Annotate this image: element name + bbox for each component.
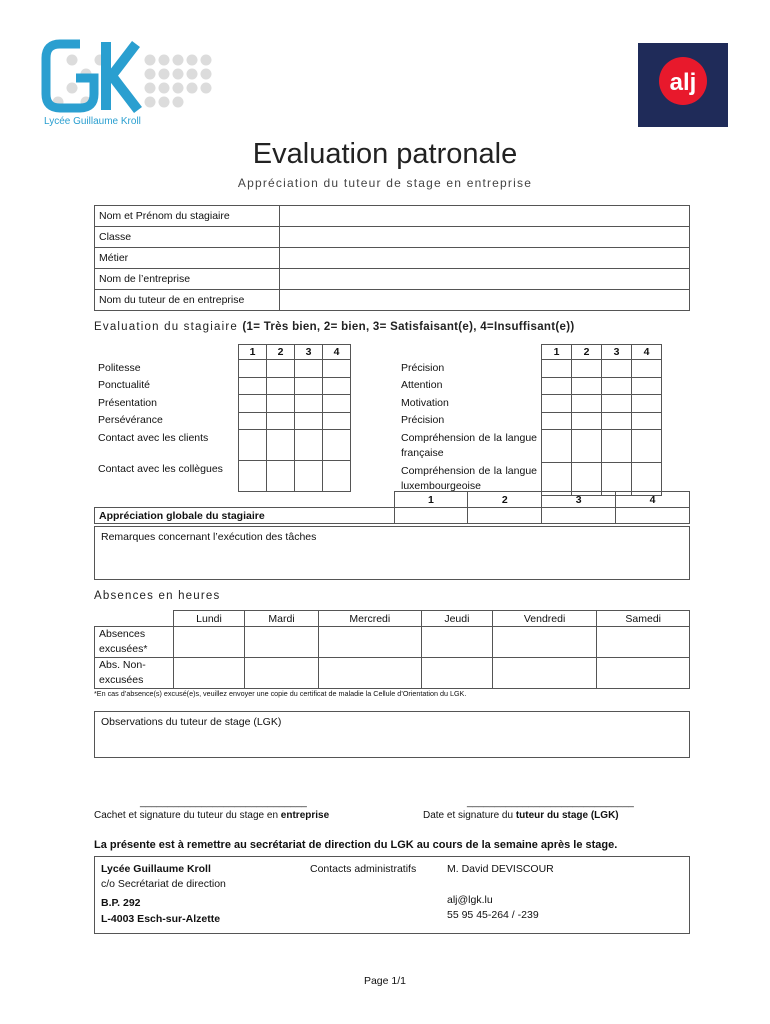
signature-caption-left-bold: entreprise <box>280 810 330 821</box>
contact-phone: 55 95 45-264 / -239 <box>447 909 539 921</box>
absence-cell[interactable] <box>173 658 245 689</box>
grade-cell[interactable] <box>542 395 572 413</box>
lgk-caption: Lycée Guillaume Kroll <box>44 116 141 127</box>
grade-cell[interactable] <box>239 430 267 461</box>
grade-cell[interactable] <box>295 360 323 378</box>
grade-cell[interactable] <box>323 395 351 413</box>
grade-cell[interactable] <box>602 412 632 430</box>
grade-header: 3 <box>542 492 616 508</box>
trainee-info-table <box>94 205 690 311</box>
grade-cell[interactable] <box>572 395 602 413</box>
info-row <box>95 290 690 311</box>
absence-cell[interactable] <box>245 627 318 658</box>
criterion-label: Précision <box>401 361 445 374</box>
criterion-label: Compréhension de la langue française <box>401 431 537 459</box>
grade-cell[interactable] <box>542 360 572 378</box>
grade-cell[interactable] <box>602 430 632 463</box>
criterion-label: Ponctualité <box>98 379 150 391</box>
grade-cell[interactable] <box>602 377 632 395</box>
signature-caption-right-text: Date et signature du <box>423 810 516 821</box>
grade-cell[interactable] <box>632 395 662 413</box>
criterion-label: Précision <box>401 414 445 426</box>
day-header: Mercredi <box>318 611 421 627</box>
grade-header: 2 <box>468 492 542 508</box>
grade-header: 2 <box>572 345 602 360</box>
signature-caption-left <box>94 810 329 821</box>
grade-cell[interactable] <box>239 395 267 413</box>
grade-header: 4 <box>616 492 690 508</box>
grade-cell[interactable] <box>572 430 602 463</box>
criterion-label: Contact avec les clients <box>98 431 209 444</box>
criterion-label: Motivation <box>401 396 449 409</box>
page-subtitle: Appréciation du tuteur de stage en entreprise <box>237 176 533 190</box>
lgk-logo-letters: LGK <box>45 35 50 37</box>
signature-caption-left-text: Cachet et signature du tuteur du stage en <box>94 810 281 821</box>
signature-line-right: ______________________________ <box>467 797 634 808</box>
city: L-4003 Esch-sur-Alzette <box>101 913 221 925</box>
submission-notice: La présente est à remettre au secrétariat de direction du LGK au cours de la semaine après le stage. <box>94 839 618 851</box>
grade-header: 1 <box>542 345 572 360</box>
grade-cell[interactable] <box>542 377 572 395</box>
absence-row-label: Absences excusées* <box>95 627 174 658</box>
alj-logo-text: alj <box>669 69 697 96</box>
grade-cell[interactable] <box>572 360 602 378</box>
absences-heading: Absences en heures <box>94 590 221 602</box>
grade-cell[interactable] <box>239 412 267 430</box>
grade-cell[interactable] <box>632 377 662 395</box>
grade-cell[interactable] <box>323 360 351 378</box>
page-title: Evaluation patronale <box>252 138 518 170</box>
grade-cell[interactable] <box>542 412 572 430</box>
grade-cell[interactable] <box>295 430 323 461</box>
po-box: B.P. 292 <box>101 897 141 909</box>
alj-logo-mark <box>638 43 728 127</box>
grade-cell[interactable] <box>616 508 690 524</box>
grade-cell[interactable] <box>239 461 267 492</box>
grade-cell[interactable] <box>267 461 295 492</box>
grade-cell[interactable] <box>267 395 295 413</box>
criterion-label: Attention <box>401 379 443 391</box>
absence-cell[interactable] <box>597 658 690 689</box>
info-value-field[interactable] <box>280 290 690 311</box>
criterion-label: Compréhension de la langue luxembourgeoise <box>401 464 537 492</box>
absence-cell[interactable] <box>245 658 318 689</box>
info-label: Nom de l’entreprise <box>95 269 280 290</box>
info-label: Nom et Prénom du stagiaire <box>95 206 280 227</box>
absence-cell[interactable] <box>422 627 493 658</box>
absence-cell[interactable] <box>597 627 690 658</box>
grade-cell[interactable] <box>267 412 295 430</box>
observations-box[interactable] <box>94 711 690 758</box>
signature-caption-right-bold: tuteur du stage (LGK) <box>515 810 619 821</box>
signature-line-left: ______________________________ <box>140 797 307 808</box>
info-row <box>95 269 690 290</box>
info-row <box>95 248 690 269</box>
info-value-field[interactable] <box>280 269 690 290</box>
absence-cell[interactable] <box>492 658 597 689</box>
observations-label: Observations du tuteur de stage (LGK) <box>101 716 282 728</box>
evaluation-heading <box>94 321 574 333</box>
grade-cell[interactable] <box>632 412 662 430</box>
grade-cell[interactable] <box>323 412 351 430</box>
grade-cell[interactable] <box>542 508 616 524</box>
grade-cell[interactable] <box>542 430 572 463</box>
grade-header: 4 <box>632 345 662 360</box>
grade-cell[interactable] <box>468 508 542 524</box>
grade-cell[interactable] <box>239 377 267 395</box>
info-label: Métier <box>95 248 280 269</box>
day-header: Samedi <box>597 611 690 627</box>
grade-cell[interactable] <box>602 395 632 413</box>
grade-cell[interactable] <box>295 461 323 492</box>
remarks-box[interactable] <box>94 526 690 580</box>
evaluation-grid-left <box>94 344 351 492</box>
info-row <box>95 206 690 227</box>
evaluation-grid-right <box>397 344 662 496</box>
absences-table <box>94 610 690 689</box>
day-header: Lundi <box>173 611 245 627</box>
criterion-label: Politesse <box>98 361 141 374</box>
contact-email[interactable]: alj@lgk.lu <box>447 894 493 906</box>
criterion-label: Persévérance <box>98 414 163 426</box>
absence-cell[interactable] <box>318 658 421 689</box>
signature-caption-right <box>423 810 619 821</box>
grade-header: 1 <box>239 345 267 360</box>
evaluation-scale: (1= Très bien, 2= bien, 3= Satisfaisant(e), 4=Insuffisant(e)) <box>242 321 575 333</box>
info-value-field[interactable] <box>280 248 690 269</box>
grade-cell[interactable] <box>632 430 662 463</box>
absence-note: *En cas d’absence(s) excusé(e)s, veuillez envoyer une copie du certificat de maladie la Cellule d’Orientation du LGK. <box>94 689 467 698</box>
grade-header: 3 <box>602 345 632 360</box>
grade-cell[interactable] <box>323 461 351 492</box>
info-value-field[interactable] <box>280 206 690 227</box>
day-header: Mardi <box>245 611 318 627</box>
page-number: Page 1/1 <box>363 975 407 987</box>
grade-cell[interactable] <box>295 412 323 430</box>
evaluation-heading-text: Evaluation du stagiaire <box>94 321 238 333</box>
grade-cell[interactable] <box>572 377 602 395</box>
absence-cell[interactable] <box>492 627 597 658</box>
grade-cell[interactable] <box>295 377 323 395</box>
grade-cell[interactable] <box>394 508 468 524</box>
remarks-label: Remarques concernant l’exécution des tâches <box>101 531 317 543</box>
global-appreciation-table <box>94 491 690 524</box>
grade-cell[interactable] <box>323 430 351 461</box>
grade-cell[interactable] <box>267 360 295 378</box>
school-name: Lycée Guillaume Kroll <box>101 863 211 875</box>
info-label: Classe <box>95 227 280 248</box>
day-header: Jeudi <box>422 611 493 627</box>
global-appreciation-label: Appréciation globale du stagiaire <box>95 508 395 524</box>
absence-cell[interactable] <box>422 658 493 689</box>
grade-cell[interactable] <box>295 395 323 413</box>
criterion-label: Contact avec les collègues <box>98 462 223 475</box>
absence-cell[interactable] <box>318 627 421 658</box>
alj-logo <box>638 43 728 127</box>
grade-header: 3 <box>295 345 323 360</box>
info-value-field[interactable] <box>280 227 690 248</box>
care-of: c/o Secrétariat de direction <box>101 878 226 890</box>
criterion-label: Présentation <box>98 396 157 409</box>
info-row <box>95 227 690 248</box>
grade-header: 1 <box>394 492 468 508</box>
grade-cell[interactable] <box>239 360 267 378</box>
grade-cell[interactable] <box>267 430 295 461</box>
grade-cell[interactable] <box>632 360 662 378</box>
contact-box <box>94 856 690 934</box>
grade-cell[interactable] <box>323 377 351 395</box>
grade-header: 2 <box>267 345 295 360</box>
absence-cell[interactable] <box>173 627 245 658</box>
info-label: Nom du tuteur de en entreprise <box>95 290 280 311</box>
grade-cell[interactable] <box>572 412 602 430</box>
grade-cell[interactable] <box>267 377 295 395</box>
day-header: Vendredi <box>492 611 597 627</box>
grade-cell[interactable] <box>602 360 632 378</box>
admin-contacts-label: Contacts administratifs <box>310 863 417 875</box>
grade-header: 4 <box>323 345 351 360</box>
contact-person: M. David DEVISCOUR <box>447 863 554 875</box>
absence-row-label: Abs. Non-excusées <box>95 658 174 689</box>
